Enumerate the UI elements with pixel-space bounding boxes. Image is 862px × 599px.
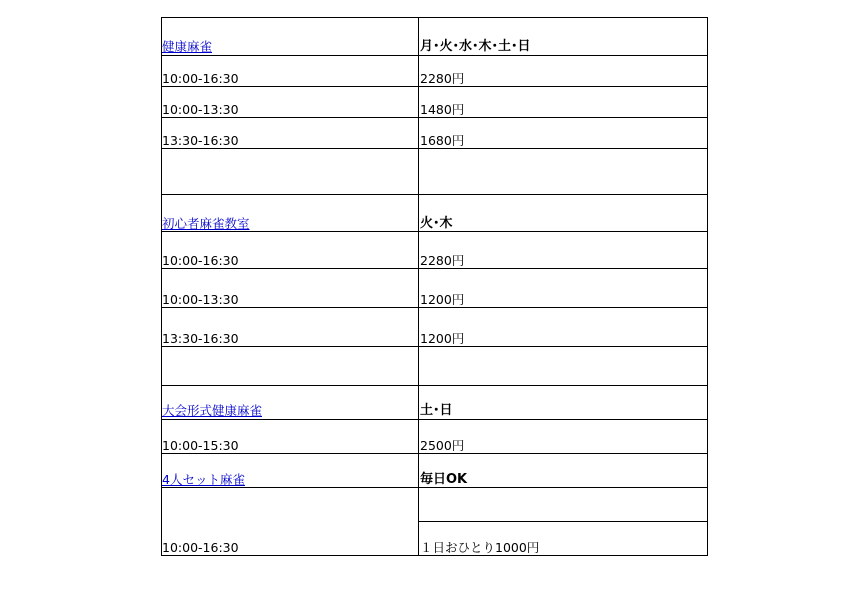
row-divider [161,148,708,149]
time-slot: 10:00-16:30 [162,540,239,555]
row-divider [161,194,708,195]
time-slot: 10:00-16:30 [162,71,239,86]
price: １日おひとり1000円 [420,540,540,555]
course-days: 月･火･水･木･土･日 [420,39,531,54]
course-title-set-mahjong[interactable]: 4人セット麻雀 [162,472,245,487]
time-slot: 10:00-16:30 [162,253,239,268]
row-divider [161,268,708,269]
row-divider [161,419,708,420]
time-slot: 13:30-16:30 [162,133,239,148]
price: 2500円 [420,438,465,453]
price: 1200円 [420,292,465,307]
price: 2280円 [420,253,465,268]
course-days: 火･木 [420,216,453,231]
price: 1680円 [420,133,465,148]
row-divider [161,385,708,386]
row-divider [161,55,708,56]
row-divider [161,307,708,308]
course-title-beginner-class[interactable]: 初心者麻雀教室 [162,216,250,231]
row-divider [161,487,708,488]
row-divider [418,521,708,522]
course-title-health-mahjong[interactable]: 健康麻雀 [162,39,213,54]
time-slot: 10:00-15:30 [162,438,239,453]
course-days: 毎日OK [420,472,468,487]
price: 1200円 [420,331,465,346]
row-divider [161,86,708,87]
price: 2280円 [420,71,465,86]
course-title-tournament-mahjong[interactable]: 大会形式健康麻雀 [162,403,263,418]
time-slot: 10:00-13:30 [162,292,239,307]
column-divider [418,17,419,556]
row-divider [161,346,708,347]
price: 1480円 [420,102,465,117]
time-slot: 13:30-16:30 [162,331,239,346]
time-slot: 10:00-13:30 [162,102,239,117]
course-days: 土･日 [420,403,453,418]
row-divider [161,231,708,232]
row-divider [161,117,708,118]
row-divider [161,453,708,454]
